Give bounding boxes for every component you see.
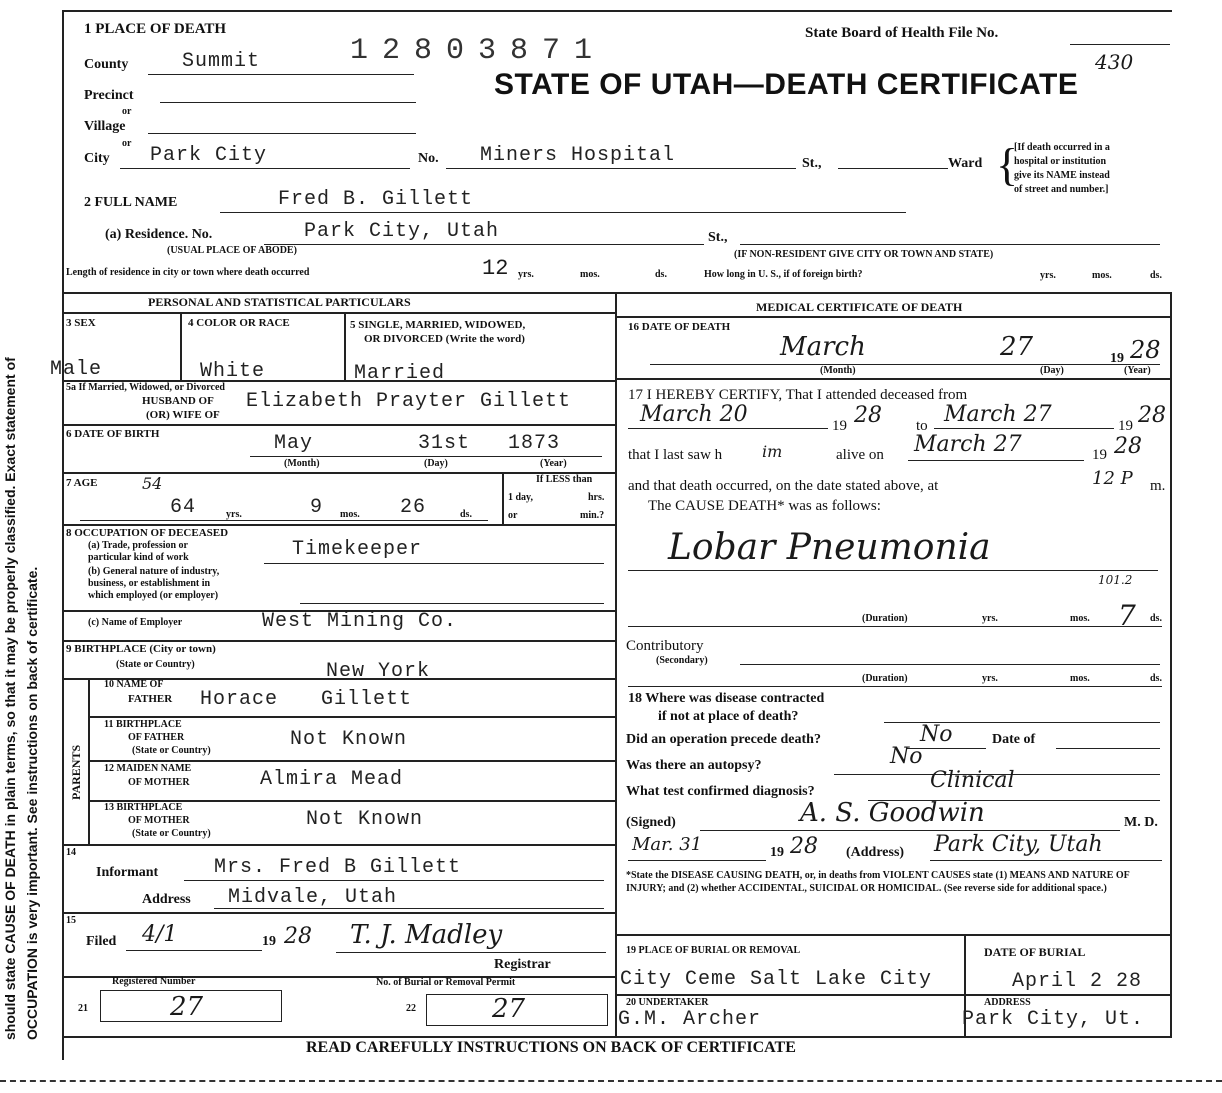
length-ds: ds. [655,269,667,280]
death-time: 12 P [1092,468,1133,489]
marital-value: Married [354,362,446,385]
test-answer: Clinical [930,768,1015,793]
employer-label: (c) Name of Employer [88,617,183,628]
father-birthplace-label: 11 BIRTHPLACE [104,719,182,730]
medical-section-title: MEDICAL CERTIFICATE OF DEATH [756,300,963,314]
color-label: 4 COLOR OR RACE [188,317,290,329]
form-left-border [62,10,64,1060]
place-burial-label: 19 PLACE OF BURIAL OR REMOVAL [626,945,801,956]
age-yrs-label: yrs. [226,509,242,520]
city-label: City [84,151,110,166]
spouse-label-2: HUSBAND OF [142,395,214,407]
birthplace-state-caption: (State or Country) [116,659,195,670]
occupation-a-2: particular kind of work [88,552,189,563]
spouse-value: Elizabeth Prayter Gillett [246,390,572,413]
autopsy-answer: No [890,744,923,769]
duration-months: 7 [1118,599,1136,632]
hospital-note-3: give its NAME instead [1014,170,1110,181]
sex-value: Male [50,358,103,381]
informant-label: Informant [96,865,159,880]
from-year: 28 [854,403,882,428]
length-residence-value: 12 [482,256,509,281]
item-15: 15 [66,915,76,926]
if-less-than: If LESS than [536,474,593,485]
dob-year-caption: (Year) [540,458,567,469]
street-label: St., [802,156,822,171]
mother-birthplace-label-2: OF MOTHER [128,815,190,826]
birthplace-value: New York [326,660,431,683]
or-label: or [508,510,518,521]
death-occurred-label: and that death occurred, on the date stated above, at [628,478,939,494]
mother-label-2: OF MOTHER [128,777,190,788]
birthplace-label: 9 BIRTHPLACE (City or town) [66,643,216,655]
dob-month: May [274,432,314,455]
item-14: 14 [66,847,76,858]
duration-label-2: (Duration) [862,673,908,684]
form-bottom-rule [62,1036,1172,1038]
hospital-note-2: hospital or institution [1014,156,1107,167]
city-value: Park City [150,144,268,167]
filed-year-prefix: 19 [262,934,276,949]
alive-on-date: March 27 [914,432,1022,457]
side-instructions-line1: should state CAUSE OF DEATH in plain terms, so that it may be properly classified. Exact statement of [2,357,18,1040]
father-label-2: FATHER [128,693,173,705]
personal-section-top [62,292,1172,294]
signed-label: (Signed) [626,815,676,830]
age-note: 54 [142,474,163,493]
death-day-caption: (Day) [1040,365,1064,376]
contributory-label: Contributory [626,638,704,654]
full-name-value: Fred B. Gillett [278,188,474,211]
occupation-b-2: business, or establishment in [88,578,211,589]
death-year: 28 [1130,336,1161,364]
center-divider [615,292,617,1037]
contracted-question-2: if not at place of death? [658,709,799,724]
age-days: 26 [400,496,427,519]
dob-label: 6 DATE OF BIRTH [66,428,160,440]
age-years: 64 [170,496,197,519]
operation-date-label: Date of [992,732,1036,747]
min-label: min.? [580,510,605,521]
spouse-label-3: (OR) WIFE OF [146,409,220,421]
precinct-label: Precinct [84,88,134,103]
certify-statement: 17 I HEREBY CERTIFY, That I attended deceased from [628,387,968,403]
father-birthplace-label-2: OF FATHER [128,732,185,743]
age-label: 7 AGE [66,477,98,489]
alive-on-label: alive on [836,447,884,463]
undertaker-address-label: ADDRESS [984,997,1031,1008]
occupation-b-3: which employed (or employer) [88,590,219,601]
mother-birthplace-value: Not Known [306,808,424,831]
item-21: 21 [78,1003,88,1014]
attended-from: March 20 [640,402,748,427]
contracted-question: 18 Where was disease contracted [628,691,825,706]
one-day: 1 day, [508,492,534,503]
alive-year: 28 [1114,434,1142,459]
death-day: 27 [1000,332,1034,362]
to-year-prefix: 19 [1118,418,1133,434]
side-instructions-line2: OCCUPATION is very important. See instructions on back of certificate. [24,566,40,1040]
age-mos-label: mos. [340,509,360,520]
secondary-caption: (Secondary) [656,655,708,666]
physician-address: Park City, Utah [934,832,1103,857]
village-label: Village [84,119,126,134]
last-saw-label: that I last saw h [628,447,723,463]
duration-mos-2: mos. [1070,673,1090,684]
last-saw-him: im [762,442,783,461]
filed-date: 4/1 [142,922,178,947]
undertaker-address-value: Park City, Ut. [962,1008,1145,1031]
form-right-border [1170,292,1172,1037]
color-value: White [200,360,266,383]
occupation-label: 8 OCCUPATION OF DECEASED [66,527,229,539]
foreign-birth-label: How long in U. S., if of foreign birth? [704,269,863,280]
or-1: or [122,106,132,117]
foreign-ds: ds. [1150,270,1162,281]
duration-label-1: (Duration) [862,613,908,624]
cause-value: Lobar Pneumonia [668,527,991,568]
father-value: Horace Gillett [200,688,413,711]
test-question: What test confirmed diagnosis? [626,784,815,799]
death-year-prefix: 19 [1110,351,1124,366]
residence-st-label: St., [708,230,728,245]
file-no-value: 430 [1095,50,1134,74]
marital-label: 5 SINGLE, MARRIED, WIDOWED, [350,319,526,331]
spouse-label-1: 5a If Married, Widowed, or Divorced [66,382,225,393]
ward-bracket: { [996,139,1019,190]
street-no-label: No. [418,151,439,166]
duration-yrs-2: yrs. [982,673,998,684]
footer-instructions: READ CAREFULLY INSTRUCTIONS ON BACK OF CERTIFICATE [306,1039,796,1056]
occupation-a-1: (a) Trade, profession or [88,540,188,551]
length-yrs: yrs. [518,269,534,280]
burial-permit-label: No. of Burial or Removal Permit [376,977,516,988]
duration-ds-2: ds. [1150,673,1162,684]
county-label: County [84,57,129,72]
usual-place-caption: (USUAL PLACE OF ABODE) [167,245,297,256]
cause-footnote: *State the DISEASE CAUSING DEATH, or, in deaths from VIOLENT CAUSES state (1) MEANS AND NATURE OF INJURY; and (2) whether ACCIDENTAL, SUICIDAL OR HOMICIDAL. (See reverse side for additional space.) [626,870,1130,894]
filed-year: 28 [284,924,312,949]
burial-place-value: City Ceme Salt Lake City [620,968,933,991]
age-months: 9 [310,496,324,519]
hospital-value: Miners Hospital [480,144,676,167]
certificate-number: 12803871 [350,34,607,68]
sign-year: 28 [790,834,818,859]
father-birthplace-label-3: (State or Country) [132,745,211,756]
md-label: M. D. [1124,815,1158,830]
date-of-death-label: 16 DATE OF DEATH [628,321,731,333]
filed-label: Filed [86,934,117,949]
informant-address-label: Address [142,892,191,907]
date-burial-label: DATE OF BURIAL [984,945,1086,959]
duration-ds-1: ds. [1150,613,1162,624]
burial-date-value: April 2 28 [1012,970,1143,993]
file-no-label: State Board of Health File No. [805,25,999,41]
foreign-yrs: yrs. [1040,270,1056,281]
ward-label: Ward [948,156,983,171]
marital-label-2: OR DIVORCED (Write the word) [364,333,525,345]
item-22: 22 [406,1003,416,1014]
parents-label: PARENTS [69,744,83,800]
occupation-b-1: (b) General nature of industry, [88,566,220,577]
operation-answer: No [920,722,953,747]
form-top-rule [62,10,1172,12]
dob-year: 1873 [508,432,561,455]
registered-number-label: Registered Number [112,976,196,987]
informant-value: Mrs. Fred B Gillett [214,856,462,879]
attended-to: March 27 [944,402,1052,427]
undertaker-value: G.M. Archer [618,1008,762,1031]
father-birthplace-value: Not Known [290,728,408,751]
dob-month-caption: (Month) [284,458,320,469]
hospital-note-4: of street and number.] [1014,184,1109,195]
to-year: 28 [1138,403,1166,428]
length-residence-label: Length of residence in city or town where death occurred [66,267,310,278]
cause-code: 101.2 [1098,573,1133,587]
physician-address-label: (Address) [846,845,905,860]
alive-year-prefix: 19 [1092,447,1107,463]
hrs-label: hrs. [588,492,605,503]
dob-day: 31st [418,432,471,455]
registered-number-value: 27 [170,992,204,1022]
signature-date: Mar. 31 [632,834,703,855]
death-month: March [780,332,866,362]
informant-address-value: Midvale, Utah [228,886,398,909]
mother-birthplace-label: 13 BIRTHPLACE [104,802,183,813]
occupation-value: Timekeeper [292,538,423,561]
duration-yrs-1: yrs. [982,613,998,624]
death-year-caption: (Year) [1124,365,1151,376]
employer-value: West Mining Co. [262,610,458,633]
physician-signature: A. S. Goodwin [800,798,985,828]
to-label: to [916,418,928,434]
residence-label: (a) Residence. No. [105,227,213,242]
time-m: m. [1150,478,1166,494]
mother-value: Almira Mead [260,768,404,791]
length-mos: mos. [580,269,600,280]
cause-label: The CAUSE DEATH* was as follows: [648,498,881,514]
hospital-note-1: [If death occurred in a [1014,142,1110,153]
burial-number-value: 27 [492,994,526,1024]
personal-section-title: PERSONAL AND STATISTICAL PARTICULARS [148,295,411,309]
death-month-caption: (Month) [820,365,856,376]
duration-mos-1: mos. [1070,613,1090,624]
autopsy-question: Was there an autopsy? [626,758,762,773]
operation-question: Did an operation precede death? [626,732,821,747]
undertaker-label: 20 UNDERTAKER [626,997,709,1008]
dob-day-caption: (Day) [424,458,448,469]
nonresident-caption: (IF NON-RESIDENT GIVE CITY OR TOWN AND STATE) [734,249,994,260]
mother-birthplace-label-3: (State or Country) [132,828,211,839]
residence-value: Park City, Utah [304,220,500,243]
sign-year-prefix: 19 [770,845,784,860]
registrar-label: Registrar [494,957,551,972]
mother-label: 12 MAIDEN NAME [104,763,192,774]
age-ds-label: ds. [460,509,472,520]
certificate-title: STATE OF UTAH—DEATH CERTIFICATE [494,68,1079,101]
county-value: Summit [182,50,261,73]
perforation-edge [0,1080,1222,1082]
foreign-mos: mos. [1092,270,1112,281]
father-label: 10 NAME OF [104,679,164,690]
sex-label: 3 SEX [66,317,96,329]
place-of-death-label: 1 PLACE OF DEATH [84,21,227,37]
full-name-label: 2 FULL NAME [84,195,178,210]
from-year-prefix: 19 [832,418,847,434]
registrar-signature: T. J. Madley [350,920,503,950]
or-2: or [122,138,132,149]
